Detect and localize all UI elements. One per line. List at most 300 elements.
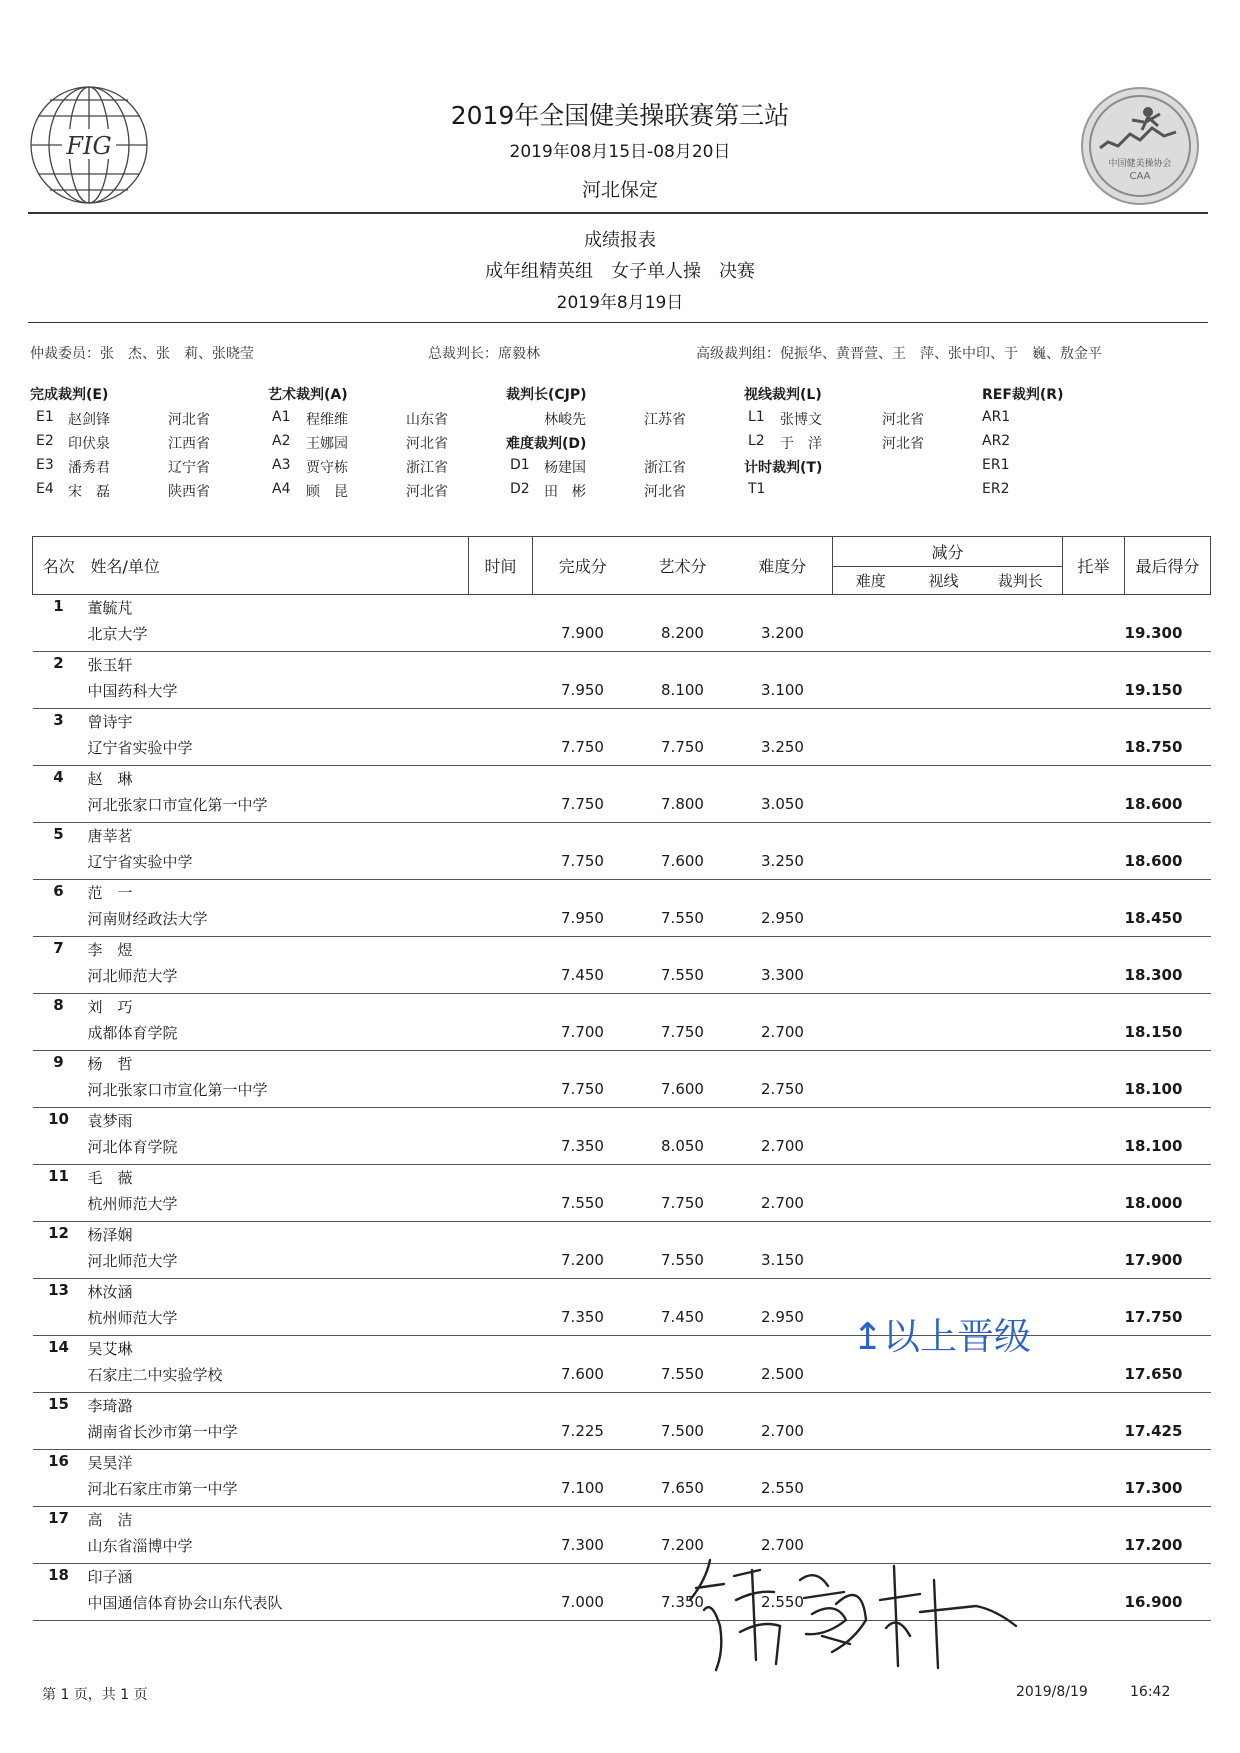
final-score: 17.750 [1125,1305,1211,1336]
athlete-unit: 石家庄二中实验学校 [85,1362,469,1393]
ded-difficulty-cell [833,963,909,994]
ded-line-cell [909,1020,979,1051]
rank-cell: 3 [53,711,64,729]
empty-cell [33,1191,85,1222]
judges-panel [30,384,1210,504]
col-execution: 完成分 [533,537,633,595]
athlete-name: 李 煜 [87,941,133,959]
time-cell [469,1305,533,1336]
athlete-name: 吴艾琳 [87,1340,133,1358]
final-score: 18.150 [1125,1020,1211,1051]
col-ded-cjp: 裁判长 [979,567,1063,595]
time-cell [469,963,533,994]
execution-score: 7.900 [533,621,633,652]
ded-cjp-cell [979,678,1063,709]
final-score: 18.000 [1125,1191,1211,1222]
ded-cjp-cell [979,1362,1063,1393]
lift-cell [1063,906,1125,937]
ded-difficulty-cell [833,735,909,766]
row-spacer [469,1222,1211,1249]
ded-line-cell [909,1419,979,1450]
ded-difficulty-cell [833,1248,909,1279]
ded-difficulty-cell [833,906,909,937]
time-cell [469,678,533,709]
judge-code: E3 [36,457,54,473]
chief-judge: 总裁判长：席毅林 [428,346,540,362]
judge-code: A3 [272,457,291,473]
execution-score: 7.750 [533,849,633,880]
final-score: 19.300 [1125,621,1211,652]
empty-cell [33,1590,85,1621]
empty-cell [33,735,85,766]
row-spacer [469,1108,1211,1135]
row-spacer [469,1336,1211,1363]
event-title: 2019年全国健美操联赛第三站 [450,101,790,130]
ded-difficulty-cell [833,1077,909,1108]
athlete-name: 董毓芃 [87,599,133,617]
execution-score: 7.225 [533,1419,633,1450]
artistic-score: 7.750 [633,1191,733,1222]
difficulty-score: 3.100 [733,678,833,709]
table-row-scores [33,621,1211,652]
athlete-name: 杨 哲 [87,1055,133,1073]
athlete-name: 吴昊洋 [87,1454,133,1472]
table-row [33,994,1211,1021]
artistic-score: 8.100 [633,678,733,709]
table-row [33,1336,1211,1363]
final-score: 16.900 [1125,1590,1211,1621]
final-score: 18.600 [1125,849,1211,880]
judge-name: 于 洋 [780,436,822,452]
lift-cell [1063,1590,1125,1621]
lift-cell [1063,849,1125,880]
time-cell [469,1248,533,1279]
rank-cell: 2 [53,654,64,672]
lift-cell [1063,1362,1125,1393]
judge-province: 江苏省 [644,412,686,428]
judge-code: A2 [272,433,291,449]
senior-judges: 高级裁判组：倪振华、黄晋萱、王 萍、张中印、于 巍、敖金平 [696,346,1102,362]
rank-cell: 17 [48,1509,69,1527]
athlete-name: 杨泽娴 [87,1226,133,1244]
execution-score: 7.750 [533,1077,633,1108]
time-cell [469,1362,533,1393]
athlete-unit: 辽宁省实验中学 [85,735,469,766]
difficulty-score: 2.700 [733,1419,833,1450]
table-row [33,937,1211,964]
rank-cell: 14 [48,1338,69,1356]
event-dates: 2019年08月15日-08月20日 [509,142,731,162]
time-cell [469,1476,533,1507]
table-row-scores [33,1419,1211,1450]
svg-text:中国健美操协会: 中国健美操协会 [1108,159,1172,169]
rank-cell: 16 [48,1452,69,1470]
lift-cell [1063,1305,1125,1336]
ded-line-cell [909,1077,979,1108]
rank-cell: 1 [53,597,64,615]
lift-cell [1063,1191,1125,1222]
judge-province: 江西省 [168,436,210,452]
artistic-score: 7.550 [633,1248,733,1279]
artistic-heading: 艺术裁判(A) [268,387,348,403]
judge-name: 印伏泉 [68,436,110,452]
rank-cell: 6 [53,882,64,900]
ded-difficulty-cell [833,1191,909,1222]
ded-cjp-cell [979,906,1063,937]
print-date: 2019/8/19 [1016,1684,1088,1700]
judge-name: 林峻先 [544,412,586,428]
report-category: 成年组精英组 女子单人操 决赛 [485,261,755,282]
time-cell [469,906,533,937]
final-score: 17.425 [1125,1419,1211,1450]
row-spacer [469,1393,1211,1420]
ded-cjp-cell [979,1419,1063,1450]
athlete-name: 刘 巧 [87,998,133,1016]
athlete-name: 曾诗宇 [87,713,133,731]
empty-cell [33,849,85,880]
time-cell [469,1020,533,1051]
ded-difficulty-cell [833,621,909,652]
artistic-score: 7.750 [633,1020,733,1051]
row-spacer [469,937,1211,964]
judge-name: 王娜园 [306,436,348,452]
difficulty-score: 2.550 [733,1476,833,1507]
judge-code: AR1 [982,409,1011,425]
empty-cell [33,963,85,994]
judge-code: AR2 [982,433,1011,449]
row-spacer [469,823,1211,850]
col-artistic: 艺术分 [633,537,733,595]
lift-cell [1063,735,1125,766]
time-cell [469,1077,533,1108]
judge-name: 张博文 [780,412,822,428]
athlete-unit: 湖南省长沙市第一中学 [85,1419,469,1450]
line-heading: 视线裁判(L) [744,387,822,403]
judge-code: D2 [510,481,530,497]
ded-cjp-cell [979,1020,1063,1051]
svg-text:CAA: CAA [1129,171,1151,182]
ded-line-cell [909,1134,979,1165]
athlete-name: 李琦潞 [87,1397,133,1415]
artistic-score: 7.600 [633,1077,733,1108]
ded-cjp-cell [979,1191,1063,1222]
lift-cell [1063,792,1125,823]
rank-cell: 7 [53,939,64,957]
difficulty-score: 3.150 [733,1248,833,1279]
rank-cell: 4 [53,768,64,786]
final-score: 18.750 [1125,735,1211,766]
row-spacer [469,1165,1211,1192]
difficulty-score: 3.300 [733,963,833,994]
artistic-score: 7.550 [633,1362,733,1393]
table-row-scores [33,1191,1211,1222]
table-row [33,1507,1211,1534]
empty-cell [33,1419,85,1450]
difficulty-score: 2.550 [733,1590,833,1621]
empty-cell [33,1077,85,1108]
execution-score: 7.300 [533,1533,633,1564]
row-spacer [469,1450,1211,1477]
difficulty-heading: 难度裁判(D) [506,436,587,452]
event-location: 河北保定 [581,179,658,201]
judge-name: 顾 昆 [306,484,348,500]
time-cell [469,621,533,652]
difficulty-score: 3.200 [733,621,833,652]
row-spacer [469,994,1211,1021]
col-name: 姓名/单位 [85,537,469,595]
execution-score: 7.000 [533,1590,633,1621]
artistic-score: 7.650 [633,1476,733,1507]
final-score: 17.200 [1125,1533,1211,1564]
table-row-scores [33,1305,1211,1336]
athlete-name: 毛 薇 [87,1169,133,1187]
lift-cell [1063,678,1125,709]
lift-cell [1063,621,1125,652]
rank-cell: 15 [48,1395,69,1413]
ded-line-cell [909,792,979,823]
execution-score: 7.700 [533,1020,633,1051]
final-score: 18.600 [1125,792,1211,823]
lift-cell [1063,1419,1125,1450]
table-row-scores [33,1476,1211,1507]
athlete-name: 唐莘茗 [87,827,133,845]
lift-cell [1063,1248,1125,1279]
ded-line-cell [909,678,979,709]
arrow-up-icon: ↥ [852,1315,884,1358]
table-row-scores [33,1533,1211,1564]
athlete-unit: 成都体育学院 [85,1020,469,1051]
artistic-score: 8.050 [633,1134,733,1165]
ded-cjp-cell [979,1134,1063,1165]
table-row [33,1450,1211,1477]
row-spacer [469,595,1211,622]
judge-province: 山东省 [406,412,448,428]
artistic-score: 7.750 [633,735,733,766]
table-row [33,880,1211,907]
judge-province: 河北省 [406,484,448,500]
final-score: 19.150 [1125,678,1211,709]
rank-cell: 13 [48,1281,69,1299]
ded-line-cell [909,735,979,766]
athlete-unit: 河南财经政法大学 [85,906,469,937]
judge-code: A4 [272,481,291,497]
athlete-unit: 河北张家口市宣化第一中学 [85,792,469,823]
athlete-name: 高 洁 [87,1511,133,1529]
cjp-heading: 裁判长(CJP) [506,387,587,403]
time-cell [469,849,533,880]
table-row-scores [33,792,1211,823]
athlete-unit: 杭州师范大学 [85,1191,469,1222]
table-row-scores [33,906,1211,937]
row-spacer [469,1279,1211,1306]
empty-cell [33,792,85,823]
athlete-unit: 河北张家口市宣化第一中学 [85,1077,469,1108]
rank-cell: 12 [48,1224,69,1242]
athlete-unit: 中国药科大学 [85,678,469,709]
row-spacer [469,880,1211,907]
difficulty-score: 2.500 [733,1362,833,1393]
time-cell [469,1191,533,1222]
judge-code: T1 [748,481,766,497]
table-row [33,1051,1211,1078]
empty-cell [33,678,85,709]
ded-difficulty-cell [833,1419,909,1450]
judge-province: 河北省 [882,412,924,428]
table-row [33,1165,1211,1192]
results-table [32,536,1211,1621]
ded-cjp-cell [979,735,1063,766]
athlete-unit: 北京大学 [85,621,469,652]
ded-line-cell [909,621,979,652]
judge-name: 赵剑锋 [68,412,110,428]
row-spacer [469,1051,1211,1078]
col-lift: 托举 [1063,537,1125,595]
athlete-unit: 辽宁省实验中学 [85,849,469,880]
table-row-scores [33,849,1211,880]
athlete-unit: 山东省淄博中学 [85,1533,469,1564]
time-cell [469,1590,533,1621]
row-spacer [469,766,1211,793]
time-cell [469,1533,533,1564]
empty-cell [33,906,85,937]
ded-cjp-cell [979,1248,1063,1279]
difficulty-score: 3.250 [733,735,833,766]
rank-cell: 10 [48,1110,69,1128]
final-score: 18.100 [1125,1077,1211,1108]
empty-cell [33,1305,85,1336]
rank-cell: 18 [48,1566,69,1584]
time-heading: 计时裁判(T) [744,460,823,476]
artistic-score: 7.800 [633,792,733,823]
lift-cell [1063,1476,1125,1507]
difficulty-score: 3.050 [733,792,833,823]
ded-cjp-cell [979,963,1063,994]
execution-score: 7.100 [533,1476,633,1507]
page-number: 第 1 页，共 1 页 [42,1687,148,1703]
judge-code: ER2 [982,481,1010,497]
advance-stamp [852,1306,1031,1360]
judge-province: 浙江省 [406,460,448,476]
col-final: 最后得分 [1125,537,1211,595]
ded-difficulty-cell [833,849,909,880]
col-ded-line: 视线 [909,567,979,595]
time-cell [469,735,533,766]
table-row [33,1393,1211,1420]
final-score: 17.300 [1125,1476,1211,1507]
execution-score: 7.350 [533,1305,633,1336]
rank-cell: 11 [48,1167,69,1185]
athlete-name: 范 一 [87,884,133,902]
judge-code: E4 [36,481,54,497]
final-score: 18.300 [1125,963,1211,994]
difficulty-score: 2.950 [733,1305,833,1336]
judge-code: L1 [748,409,765,425]
judge-name: 宋 磊 [68,484,110,500]
table-row-scores [33,1134,1211,1165]
final-score: 18.100 [1125,1134,1211,1165]
rank-cell: 5 [53,825,64,843]
header-rule [28,212,1208,214]
empty-cell [33,1248,85,1279]
judge-name: 潘秀君 [68,460,110,476]
ded-cjp-cell [979,621,1063,652]
ded-line-cell [909,1476,979,1507]
ded-cjp-cell [979,1476,1063,1507]
judge-code: L2 [748,433,765,449]
judge-code: ER1 [982,457,1010,473]
artistic-score: 7.350 [633,1590,733,1621]
svg-text:FIG: FIG [66,132,112,160]
report-title: 成绩报表 [584,230,656,251]
final-score: 18.450 [1125,906,1211,937]
execution-score: 7.450 [533,963,633,994]
empty-cell [33,621,85,652]
ded-difficulty-cell [833,792,909,823]
officials-rule [28,322,1208,323]
judge-code: E2 [36,433,54,449]
advance-stamp-text: 以上晋级 [883,1315,1032,1358]
empty-cell [33,1134,85,1165]
difficulty-score: 2.700 [733,1533,833,1564]
lift-cell [1063,1020,1125,1051]
judge-name: 田 彬 [544,484,586,500]
judge-province: 河北省 [644,484,686,500]
ded-difficulty-cell [833,1362,909,1393]
judge-province: 辽宁省 [168,460,210,476]
ded-difficulty-cell [833,1020,909,1051]
empty-cell [33,1533,85,1564]
col-deduction: 减分 [833,537,1063,567]
print-time: 16:42 [1130,1684,1171,1700]
judge-code: E1 [36,409,54,425]
execution-score: 7.600 [533,1362,633,1393]
table-row [33,1108,1211,1135]
athlete-unit: 河北体育学院 [85,1134,469,1165]
ded-cjp-cell [979,1077,1063,1108]
ded-line-cell [909,1248,979,1279]
artistic-score: 7.200 [633,1533,733,1564]
artistic-score: 7.500 [633,1419,733,1450]
execution-score: 7.950 [533,678,633,709]
execution-score: 7.550 [533,1191,633,1222]
ded-line-cell [909,849,979,880]
execution-heading: 完成裁判(E) [30,387,109,403]
difficulty-score: 2.750 [733,1077,833,1108]
time-cell [469,1134,533,1165]
table-row-scores [33,735,1211,766]
judge-name: 杨建国 [544,460,586,476]
judge-province: 河北省 [406,436,448,452]
execution-score: 7.200 [533,1248,633,1279]
jury-members: 仲裁委员：张 杰、张 莉、张晓莹 [30,346,254,362]
table-row [33,652,1211,679]
table-row-scores [33,1020,1211,1051]
col-rank: 名次 [33,537,85,595]
artistic-score: 7.600 [633,849,733,880]
row-spacer [469,709,1211,736]
athlete-name: 印子涵 [87,1568,133,1586]
judge-name: 贾守栋 [306,460,348,476]
chief-judge-signature [676,1540,1026,1680]
difficulty-score: 2.700 [733,1134,833,1165]
lift-cell [1063,1134,1125,1165]
artistic-score: 7.550 [633,963,733,994]
ded-cjp-cell [979,792,1063,823]
athlete-name: 林汝涵 [87,1283,133,1301]
difficulty-score: 3.250 [733,849,833,880]
ded-line-cell [909,906,979,937]
execution-score: 7.750 [533,792,633,823]
